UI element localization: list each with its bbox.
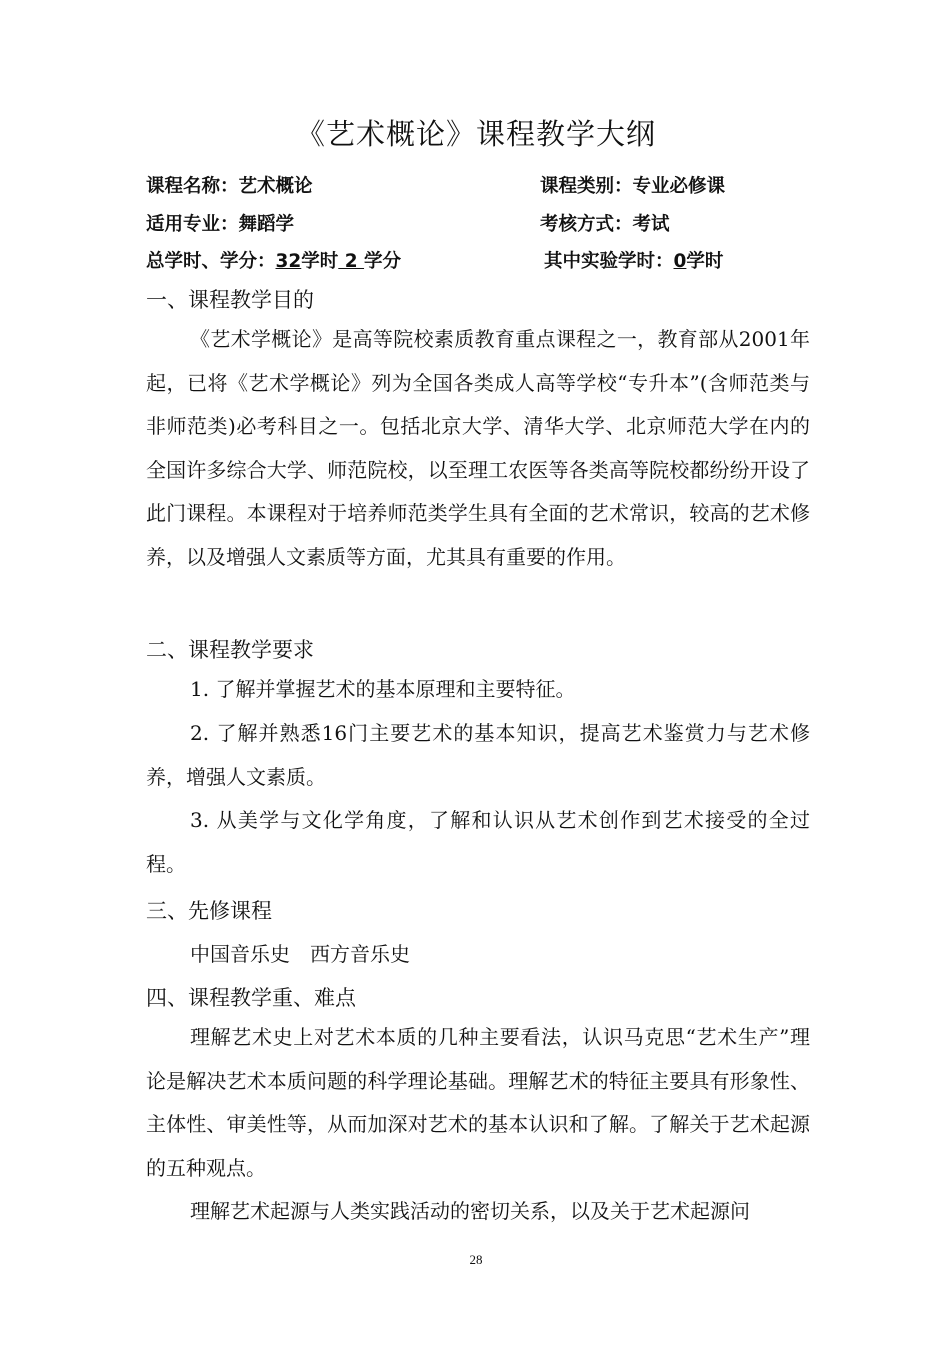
section-1-heading: 一、课程教学目的 [146,288,314,312]
page-number: 28 [469,1252,483,1267]
section-4-paragraph-2: 理解艺术起源与人类实践活动的密切关系，以及关于艺术起源问 [190,1199,750,1223]
section-4-heading: 四、课程教学重、难点 [146,986,356,1010]
lab-value: 0 [673,251,687,272]
section-1-paragraph: 《艺术学概论》是高等院校素质教育重点课程之一，教育部从2001年起，已将《艺术学概论》列为全国各类成人高等学校“专升本”(含师范类与非师范类)必考科目之一。包括北京大学、清华大学、北京师范大学在内的全国许多综合大学、师范院校，以至理工农医等各类高等院校都纷纷开设了此门课程。本课程对于培养师范类学生具有全面的艺术常识，较高的艺术修养，以及增强人文素质等方面，尤其具有重要的作用。 [146,327,810,569]
meta-row-3 [146,247,846,275]
lab-hours [544,247,723,273]
hours-prefix: 总学时、学分： [146,251,276,272]
meta-row-1 [146,172,846,200]
hours-unit: 学时 [301,251,339,272]
meta-row-2 [146,210,846,238]
total-hours-credits [146,247,401,273]
section-4-paragraph-1: 理解艺术史上对艺术本质的几种主要看法，认识马克思“艺术生产”理论是解决艺术本质问题的科学理论基础。理解艺术的特征主要具有形象性、主体性、审美性等，从而加深对艺术的基本认识和了解。了解关于艺术起源的五种观点。 [146,1025,810,1180]
course-name: 课程名称：艺术概论 [146,176,313,197]
course-type: 课程类别：专业必修课 [540,176,726,197]
lab-unit: 学时 [686,251,724,272]
assessment-method: 考核方式：考试 [540,214,670,235]
section-3-heading: 三、先修课程 [146,899,272,923]
prerequisite-courses: 中国音乐史 西方音乐史 [190,942,410,966]
hours-value: 32 [275,251,302,272]
requirement-item-2: 2. 了解并熟悉16门主要艺术的基本知识，提高艺术鉴赏力与艺术修养，增强人文素质。 [146,721,810,789]
section-2-heading: 二、课程教学要求 [146,638,314,662]
applicable-major: 适用专业：舞蹈学 [146,214,295,235]
credits-value: 2 [338,251,365,272]
requirement-item-3: 3. 从美学与文化学角度，了解和认识从艺术创作到艺术接受的全过程。 [146,808,810,876]
lab-prefix: 其中实验学时： [544,251,674,272]
credits-unit: 学分 [364,251,402,272]
document-title: 《艺术概论》课程教学大纲 [295,117,656,151]
requirement-item-1: 1. 了解并掌握艺术的基本原理和主要特征。 [190,677,576,701]
